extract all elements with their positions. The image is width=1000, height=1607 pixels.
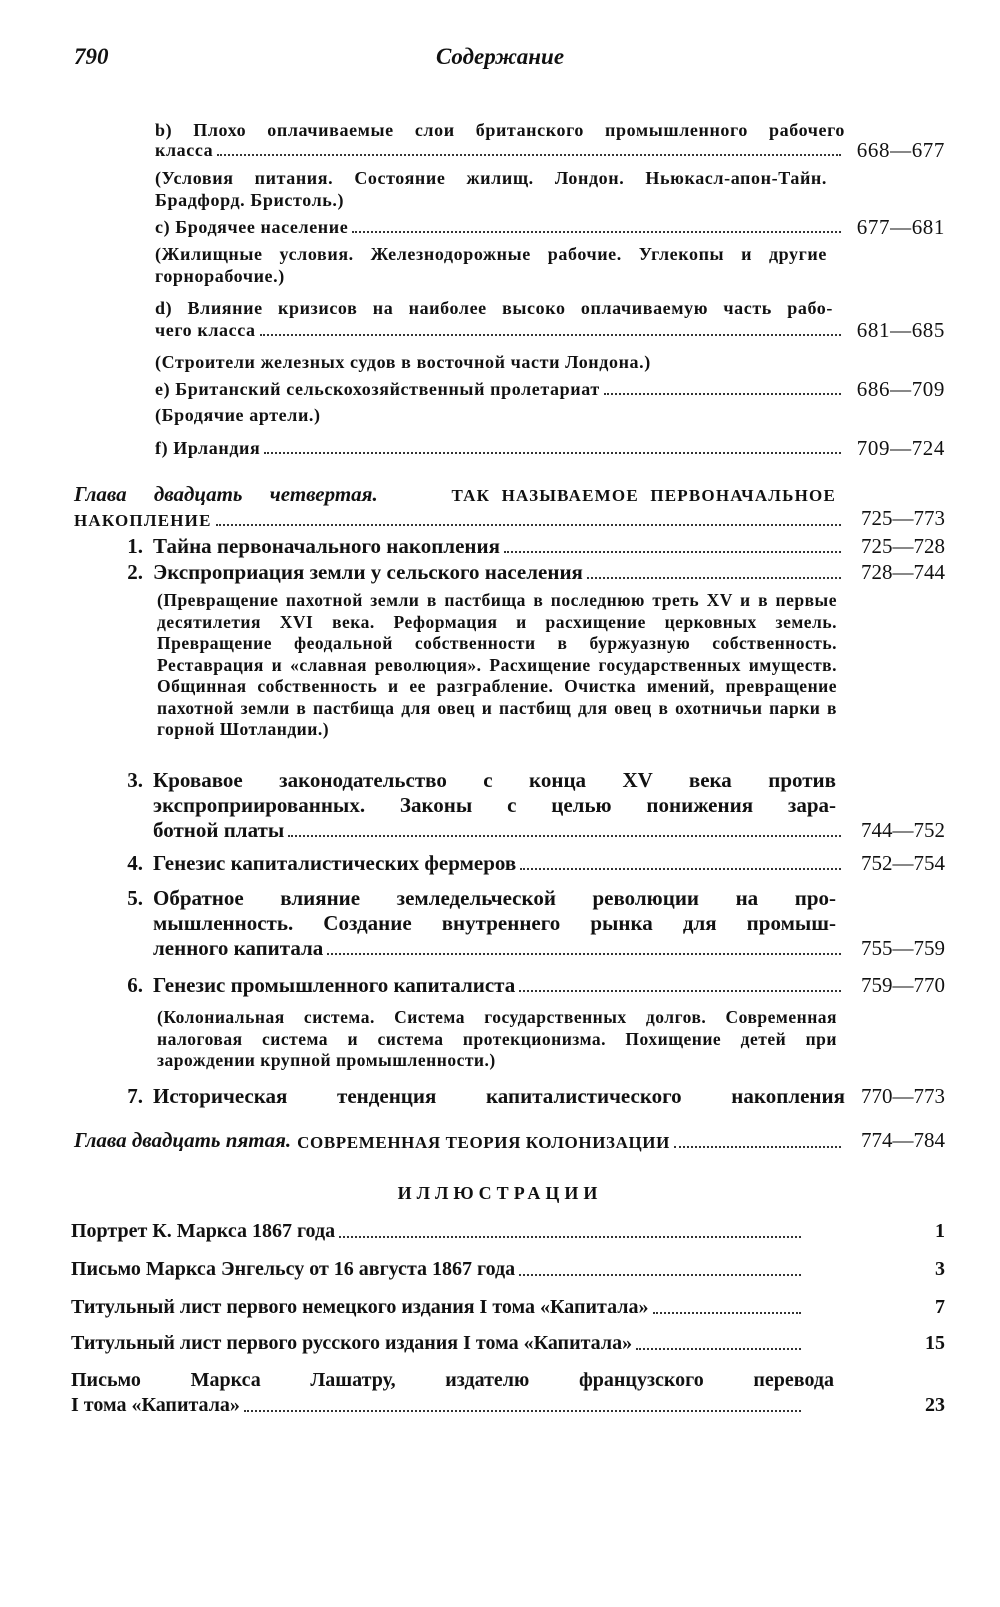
page-range: 759—770: [861, 973, 945, 997]
toc-entry-b[interactable]: [155, 119, 845, 141]
chapter-title: ТАК НАЗЫВАЕМОЕ ПЕРВОНАЧАЛЬНОЕ: [451, 486, 836, 505]
toc-entry-b-line2[interactable]: [155, 139, 945, 161]
entry-note: (Условия питания. Состояние жилищ. Лондон. Ньюкасл-апон-Тайн. Брадфорд. Бристоль.): [155, 168, 827, 210]
dot-leader: [288, 835, 841, 837]
page-number-ref: 1: [935, 1220, 945, 1242]
page-range: 677—681: [856, 215, 945, 239]
toc-item-4[interactable]: [153, 851, 945, 875]
item-number: 3.: [127, 768, 143, 792]
dot-leader: [504, 551, 841, 553]
item-number: 6.: [127, 973, 143, 997]
item-number: 2.: [127, 560, 143, 584]
toc-item-5[interactable]: [153, 936, 945, 960]
page-number-ref: 15: [925, 1332, 945, 1354]
illustration-label-cont: I тома «Капитала»: [71, 1394, 240, 1416]
page-range: 709—724: [856, 436, 945, 460]
page-range: 686—709: [856, 377, 945, 401]
toc-item-3-line1[interactable]: Кровавое законодательство с конца XV века против: [153, 768, 836, 792]
entry-label: d) Влияние кризисов на наиболее высоко оплачиваемую часть рабо-: [155, 298, 833, 318]
dot-leader: [519, 1274, 801, 1276]
dot-leader: [217, 154, 841, 156]
page-number-ref: 7: [935, 1296, 945, 1318]
page-range: 668—677: [856, 138, 945, 162]
item-number: 7.: [127, 1084, 143, 1108]
illustration-item-5-line1[interactable]: Письмо Маркса Лашатру, издателю французского перевода: [71, 1369, 834, 1391]
page-range: 681—685: [856, 318, 945, 342]
illustration-label: Письмо Маркса Энгельсу от 16 августа 1867 года: [71, 1258, 516, 1280]
chapter-24-heading[interactable]: [74, 482, 836, 507]
item-note: (Превращение пахотной земли в пастбища в последнюю треть XV и в первые десятилетия XVI века. Реформация и расхищение церковных земель. Превращение феодальной собственности в буржуазную собственность. Реставрация и «славная революция». Расхищение государственных имуществ. Общинная собственность и ее разграбление. Очистка имений, превращение пахотной земли в пастбища для овец и пастбищ для овец в охотничьи парки в горной Шотландии.): [157, 590, 837, 739]
chapter-25-heading[interactable]: [74, 1128, 945, 1153]
dot-leader: [520, 868, 841, 870]
illustration-item[interactable]: [71, 1394, 945, 1417]
toc-item-3[interactable]: [153, 818, 945, 842]
toc-item-5-line1[interactable]: Обратное влияние земледельческой революции на про-: [153, 886, 836, 910]
running-title: Содержание: [435, 44, 565, 69]
entry-label: c) Бродячее население: [155, 217, 349, 237]
item-number: 4.: [127, 851, 143, 875]
toc-entry-c[interactable]: [155, 216, 945, 238]
toc-entry-f[interactable]: [155, 437, 945, 459]
illustration-label: Титульный лист первого немецкого издания I тома «Капитала»: [71, 1296, 649, 1318]
item-number: 1.: [127, 534, 143, 558]
page-range: 728—744: [861, 560, 945, 584]
toc-entry-e[interactable]: [155, 378, 945, 400]
dot-leader: [264, 452, 841, 454]
page-range: 725—728: [861, 534, 945, 558]
item-note: (Колониальная система. Система государственных долгов. Современная налоговая система и система протекционизма. Похищение детей при зарождении крупной промышленности.): [157, 1007, 837, 1070]
item-title: Генезис промышленного капиталиста: [153, 973, 516, 997]
item-number: 5.: [127, 886, 143, 910]
entry-label: f) Ирландия: [155, 438, 261, 458]
illustration-label: Портрет К. Маркса 1867 года: [71, 1220, 336, 1242]
toc-item-7[interactable]: [153, 1084, 945, 1108]
illustration-item[interactable]: [71, 1258, 945, 1281]
chapter-prefix: Глава двадцать четвертая.: [74, 482, 378, 506]
item-title-cont: ленного капитала: [153, 936, 324, 960]
page-range: 725—773: [861, 506, 945, 530]
toc-entry-d-line2[interactable]: [155, 319, 945, 341]
entry-label: b) Плохо оплачиваемые слои британского промышленного рабочего: [155, 120, 845, 140]
chapter-title: СОВРЕМЕННАЯ ТЕОРИЯ КОЛОНИЗАЦИИ: [297, 1133, 670, 1152]
entry-note: (Жилищные условия. Железнодорожные рабочие. Углекопы и другие горнорабочие.): [155, 244, 827, 286]
item-title-cont: ботной платы: [153, 818, 285, 842]
page-range: 774—784: [861, 1128, 945, 1152]
illustration-item[interactable]: [71, 1220, 945, 1243]
dot-leader: [636, 1348, 801, 1350]
dot-leader: [244, 1410, 801, 1412]
entry-note: (Бродячие артели.): [155, 405, 321, 425]
page-range: 755—759: [861, 936, 945, 960]
entry-label: e) Британский сельскохозяйственный пролетариат: [155, 379, 600, 399]
dot-leader: [260, 334, 841, 336]
dot-leader: [339, 1236, 801, 1238]
toc-item-2[interactable]: [153, 560, 945, 584]
toc-item-3-line2[interactable]: экспроприированных. Законы с целью понижения зара-: [153, 793, 836, 817]
dot-leader: [352, 231, 841, 233]
toc-item-1[interactable]: [153, 534, 945, 558]
entry-label-cont: класса: [155, 140, 214, 160]
item-title: Экспроприация земли у сельского населения: [153, 560, 583, 584]
dot-leader: [604, 393, 841, 395]
toc-entry-d[interactable]: [155, 297, 833, 319]
item-title: Генезис капиталистических фермеров: [153, 851, 517, 875]
page-number-ref: 23: [925, 1394, 945, 1416]
dot-leader: [327, 953, 841, 955]
chapter-prefix: Глава двадцать пятая.: [74, 1128, 292, 1152]
entry-label-cont: чего класса: [155, 320, 256, 340]
illustration-item[interactable]: [71, 1332, 945, 1355]
entry-note: (Строители железных судов в восточной части Лондона.): [155, 352, 651, 372]
toc-item-5-line2[interactable]: мышленность. Создание внутреннего рынка для промыш-: [153, 911, 836, 935]
page-range: 752—754: [861, 851, 945, 875]
page-number-ref: 3: [935, 1258, 945, 1280]
item-title: Тайна первоначального накопления: [153, 534, 500, 558]
illustration-label: Титульный лист первого русского издания I тома «Капитала»: [71, 1332, 633, 1354]
page-range: 770—773: [861, 1084, 945, 1108]
dot-leader: [216, 524, 841, 526]
item-title: Историческая тенденция капиталистического накопления: [153, 1084, 845, 1108]
dot-leader: [674, 1146, 841, 1148]
toc-item-6[interactable]: [153, 973, 945, 997]
page-number: 790: [74, 44, 109, 69]
page-range: 744—752: [861, 818, 945, 842]
dot-leader: [587, 577, 841, 579]
dot-leader: [519, 990, 841, 992]
dot-leader: [653, 1312, 802, 1314]
chapter-24-heading-line2[interactable]: [74, 506, 945, 531]
illustration-item[interactable]: [71, 1296, 945, 1319]
illustrations-heading: ИЛЛЮСТРАЦИИ: [397, 1183, 603, 1203]
chapter-title-cont: НАКОПЛЕНИЕ: [74, 511, 212, 530]
